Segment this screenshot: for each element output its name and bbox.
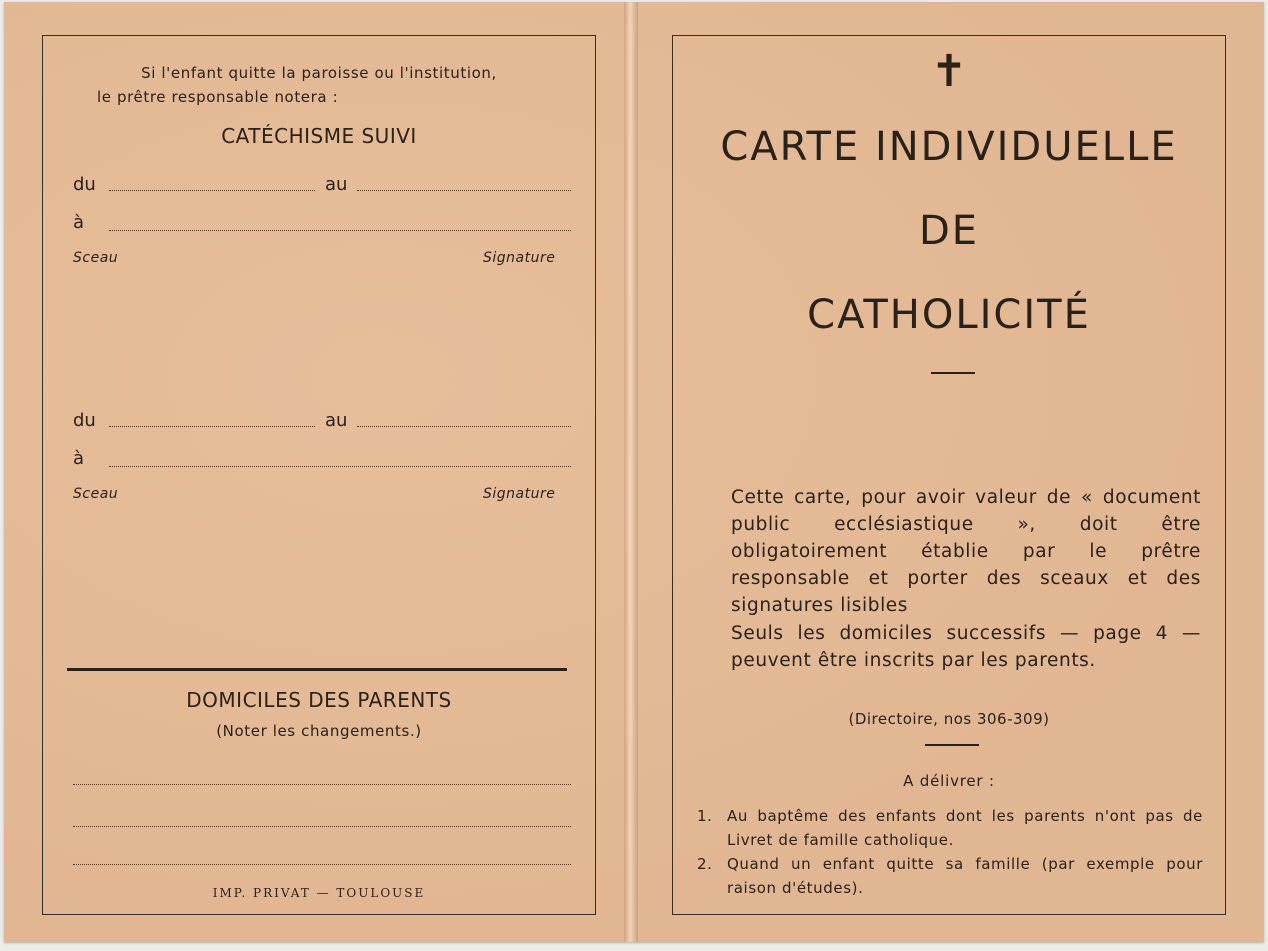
printer-credit: IMP. PRIVAT — TOULOUSE [212,886,426,900]
right-page [672,35,1226,915]
card-fold [624,2,638,942]
to-label: au [325,174,348,195]
signature-label: Signature [483,486,556,502]
card-title-line-1: CARTE INDIVIDUELLE [720,124,1178,170]
reference-rule [925,744,979,746]
from-label: du [73,174,96,195]
item-text: Au baptême des enfants dont les parents n'ont pas de Livret de famille catholique. [727,807,1203,849]
from-field[interactable] [109,426,315,427]
seal-label: Sceau [73,250,119,266]
deliver-list [697,804,1203,900]
card-title-line-3: CATHOLICITÉ [807,292,1091,338]
domiciles-note: (Noter les changements.) [216,722,422,740]
domiciles-title: DOMICILES DES PARENTS [186,688,452,712]
title-rule [931,372,975,374]
cross-icon: ✝ [930,46,968,97]
list-item [697,804,1203,852]
folded-card [4,2,1264,942]
at-field[interactable] [109,230,571,231]
section-divider [67,668,567,671]
domicile-line[interactable] [73,784,571,785]
from-field[interactable] [109,190,315,191]
domiciles-paragraph: Seuls les domiciles successifs — page 4 — peuvent être inscrits par les parents. [731,623,1201,671]
item-number: 2. [697,855,713,873]
item-number: 1. [697,807,713,825]
validity-paragraph: Cette carte, pour avoir valeur de « document public ecclésiastique », doit être obligatoirement établie par le prêtre responsable et porter des sceaux et des signatures lisibles [731,487,1201,616]
item-text: Quand un enfant quitte sa famille (par exemple pour raison d'études). [727,855,1203,897]
catechism-title: CATÉCHISME SUIVI [221,124,417,148]
to-label: au [325,410,348,431]
deliver-heading: A délivrer : [903,772,995,790]
intro-line-1: Si l'enfant quitte la paroisse ou l'institution, [141,64,497,82]
directory-reference: (Directoire, nos 306-309) [848,710,1050,728]
at-label: à [73,448,85,469]
card-title-line-2: DE [918,208,980,254]
seal-label: Sceau [73,486,119,502]
to-field[interactable] [357,426,571,427]
to-field[interactable] [357,190,571,191]
from-label: du [73,410,96,431]
at-label: à [73,212,85,233]
list-item [697,852,1203,900]
at-field[interactable] [109,466,571,467]
left-page [42,35,596,915]
intro-line-2: le prêtre responsable notera : [97,88,339,106]
domicile-line[interactable] [73,826,571,827]
domicile-line[interactable] [73,864,571,865]
signature-label: Signature [483,250,556,266]
